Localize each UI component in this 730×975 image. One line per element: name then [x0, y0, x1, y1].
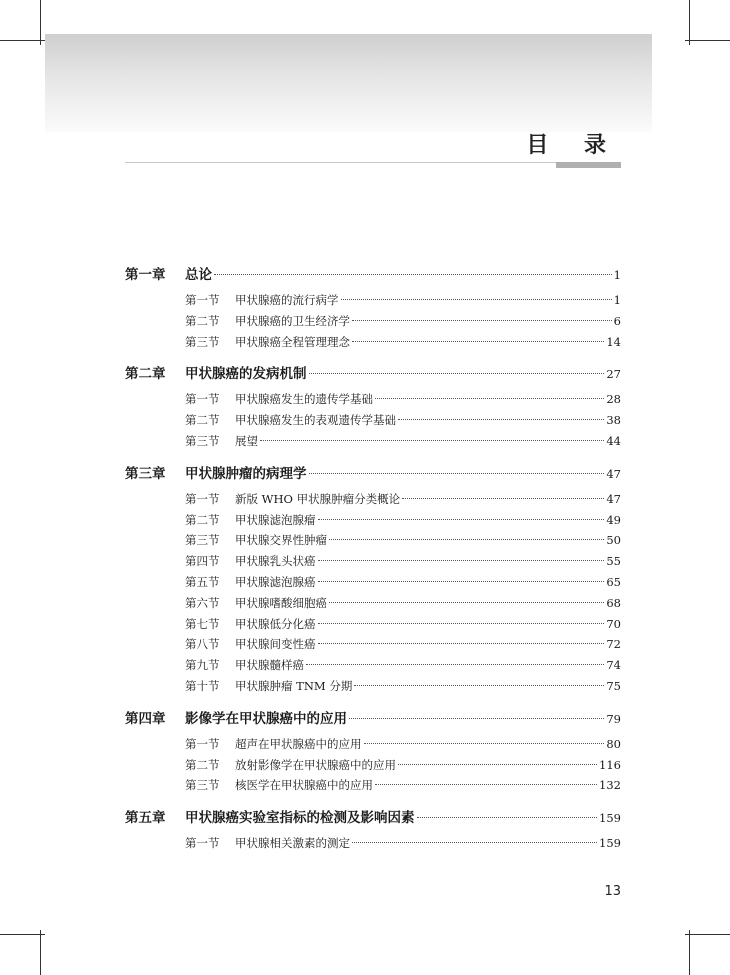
section-number: 第一节 — [185, 392, 220, 407]
toc-section[interactable] — [125, 636, 621, 657]
chapter-title: 甲状腺肿瘤的病理学 — [185, 465, 307, 482]
crop-mark — [40, 0, 41, 45]
dot-leader — [318, 643, 605, 644]
toc-section[interactable] — [125, 657, 621, 678]
section-title: 甲状腺相关激素的测定 — [235, 836, 350, 851]
chapter-title: 影像学在甲状腺癌中的应用 — [185, 710, 347, 727]
chapter-page: 159 — [599, 811, 621, 826]
chapter-page: 1 — [613, 268, 621, 282]
section-title: 展望 — [235, 433, 258, 448]
section-title: 核医学在甲状腺癌中的应用 — [235, 778, 373, 793]
section-page: 55 — [606, 554, 621, 569]
toc-section[interactable] — [125, 412, 621, 433]
dot-leader — [214, 274, 612, 275]
section-title: 甲状腺癌的卫生经济学 — [235, 313, 350, 328]
toc-section[interactable] — [125, 553, 621, 574]
section-title: 甲状腺交界性肿瘤 — [235, 533, 327, 548]
section-number: 第一节 — [185, 736, 220, 751]
section-number: 第二节 — [185, 413, 220, 428]
section-list — [125, 736, 621, 798]
dot-leader — [349, 718, 604, 719]
section-title: 甲状腺髓样癌 — [235, 658, 304, 673]
crop-mark — [0, 40, 45, 41]
chapter-number: 第二章 — [125, 366, 166, 383]
dot-leader — [364, 743, 605, 744]
dot-leader — [318, 519, 605, 520]
section-number: 第七节 — [185, 616, 220, 631]
section-title: 甲状腺嗜酸细胞癌 — [235, 595, 327, 610]
section-title: 甲状腺滤泡腺瘤 — [235, 512, 316, 527]
chapter-page: 79 — [606, 711, 621, 726]
section-number: 第一节 — [185, 836, 220, 851]
section-title: 甲状腺癌全程管理理念 — [235, 334, 350, 349]
section-number: 第三节 — [185, 533, 220, 548]
toc-section[interactable] — [125, 595, 621, 616]
section-number: 第一节 — [185, 491, 220, 506]
section-page: 50 — [606, 533, 621, 548]
section-number: 第六节 — [185, 595, 220, 610]
section-title: 甲状腺癌的流行病学 — [235, 293, 339, 307]
chapter-title: 总论 — [185, 267, 212, 283]
section-list — [125, 292, 621, 354]
dot-leader — [306, 664, 604, 665]
toc-chapter[interactable] — [125, 806, 621, 828]
section-page: 75 — [606, 678, 621, 693]
toc-section[interactable] — [125, 574, 621, 595]
section-page: 47 — [606, 491, 621, 506]
crop-mark — [689, 0, 690, 45]
table-of-contents — [125, 263, 621, 856]
toc-section[interactable] — [125, 532, 621, 553]
section-title: 新版 WHO 甲状腺肿瘤分类概论 — [235, 491, 401, 506]
chapter-title: 甲状腺癌的发病机制 — [185, 366, 307, 383]
section-page: 68 — [606, 595, 621, 610]
section-title: 甲状腺低分化癌 — [235, 616, 316, 631]
section-page: 74 — [606, 658, 621, 673]
section-page: 38 — [606, 413, 621, 428]
chapter-number: 第四章 — [125, 710, 166, 727]
toc-section[interactable] — [125, 678, 621, 699]
dot-leader — [352, 842, 597, 843]
dot-leader — [352, 341, 604, 342]
section-number: 第三节 — [185, 334, 220, 349]
chapter-page: 47 — [606, 466, 621, 481]
section-number: 第一节 — [185, 293, 220, 307]
section-number: 第二节 — [185, 512, 220, 527]
toc-chapter[interactable] — [125, 707, 621, 729]
section-page: 159 — [599, 836, 621, 851]
section-title: 甲状腺癌发生的遗传学基础 — [235, 392, 373, 407]
crop-mark — [685, 40, 730, 41]
section-number: 第五节 — [185, 574, 220, 589]
section-number: 第八节 — [185, 637, 220, 652]
dot-leader — [398, 764, 597, 765]
crop-mark — [685, 934, 730, 935]
toc-section[interactable] — [125, 391, 621, 412]
dot-leader — [375, 398, 604, 399]
dot-leader — [329, 602, 604, 603]
section-page: 1 — [613, 293, 621, 307]
section-title: 甲状腺肿瘤 TNM 分期 — [235, 678, 353, 693]
section-page: 70 — [606, 616, 621, 631]
section-number: 第十节 — [185, 678, 220, 693]
section-page: 6 — [613, 313, 621, 328]
toc-section[interactable] — [125, 736, 621, 757]
title-rule-accent — [556, 162, 621, 168]
toc-chapter[interactable] — [125, 263, 621, 285]
toc-chapter[interactable] — [125, 362, 621, 384]
dot-leader — [260, 440, 604, 441]
dot-leader — [354, 685, 604, 686]
section-page: 28 — [606, 392, 621, 407]
toc-chapter[interactable] — [125, 462, 621, 484]
dot-leader — [318, 581, 605, 582]
toc-section[interactable] — [125, 313, 621, 334]
section-number: 第二节 — [185, 757, 220, 772]
toc-section[interactable] — [125, 433, 621, 454]
section-page: 44 — [606, 433, 621, 448]
toc-section[interactable] — [125, 777, 621, 798]
toc-section[interactable] — [125, 491, 621, 512]
dot-leader — [375, 784, 597, 785]
section-page: 116 — [599, 757, 621, 772]
dot-leader — [329, 539, 604, 540]
section-title: 甲状腺癌发生的表观遗传学基础 — [235, 413, 396, 428]
section-list — [125, 391, 621, 453]
toc-section[interactable] — [125, 616, 621, 637]
title-rule — [125, 162, 621, 163]
section-page: 49 — [606, 512, 621, 527]
toc-section[interactable] — [125, 334, 621, 355]
toc-section[interactable] — [125, 757, 621, 778]
dot-leader — [309, 373, 605, 374]
chapter-page: 27 — [606, 367, 621, 382]
section-page: 72 — [606, 637, 621, 652]
dot-leader — [341, 299, 612, 300]
section-title: 放射影像学在甲状腺癌中的应用 — [235, 757, 396, 772]
dot-leader — [318, 623, 605, 624]
section-number: 第三节 — [185, 433, 220, 448]
chapter-title: 甲状腺癌实验室指标的检测及影响因素 — [185, 810, 415, 827]
section-number: 第四节 — [185, 554, 220, 569]
section-list — [125, 491, 621, 699]
section-number: 第三节 — [185, 778, 220, 793]
section-number: 第二节 — [185, 313, 220, 328]
chapter-number: 第一章 — [125, 267, 166, 283]
toc-section[interactable] — [125, 512, 621, 533]
crop-mark — [689, 930, 690, 975]
toc-section[interactable] — [125, 292, 621, 313]
section-list — [125, 835, 621, 856]
header-band — [45, 34, 652, 132]
section-page: 14 — [606, 334, 621, 349]
page-title: 目 录 — [526, 133, 620, 158]
chapter-number: 第五章 — [125, 810, 166, 827]
section-page: 65 — [606, 574, 621, 589]
dot-leader — [309, 473, 605, 474]
dot-leader — [402, 498, 604, 499]
dot-leader — [352, 320, 612, 321]
section-title: 超声在甲状腺癌中的应用 — [235, 736, 362, 751]
section-title: 甲状腺间变性癌 — [235, 637, 316, 652]
page-number: 13 — [604, 884, 621, 899]
dot-leader — [318, 560, 605, 561]
section-page: 80 — [606, 736, 621, 751]
section-title: 甲状腺滤泡腺癌 — [235, 574, 316, 589]
crop-mark — [0, 934, 45, 935]
dot-leader — [398, 419, 604, 420]
section-number: 第九节 — [185, 658, 220, 673]
dot-leader — [417, 817, 598, 818]
crop-mark — [40, 930, 41, 975]
section-page: 132 — [599, 778, 621, 793]
toc-section[interactable] — [125, 835, 621, 856]
section-title: 甲状腺乳头状癌 — [235, 554, 316, 569]
chapter-number: 第三章 — [125, 465, 166, 482]
